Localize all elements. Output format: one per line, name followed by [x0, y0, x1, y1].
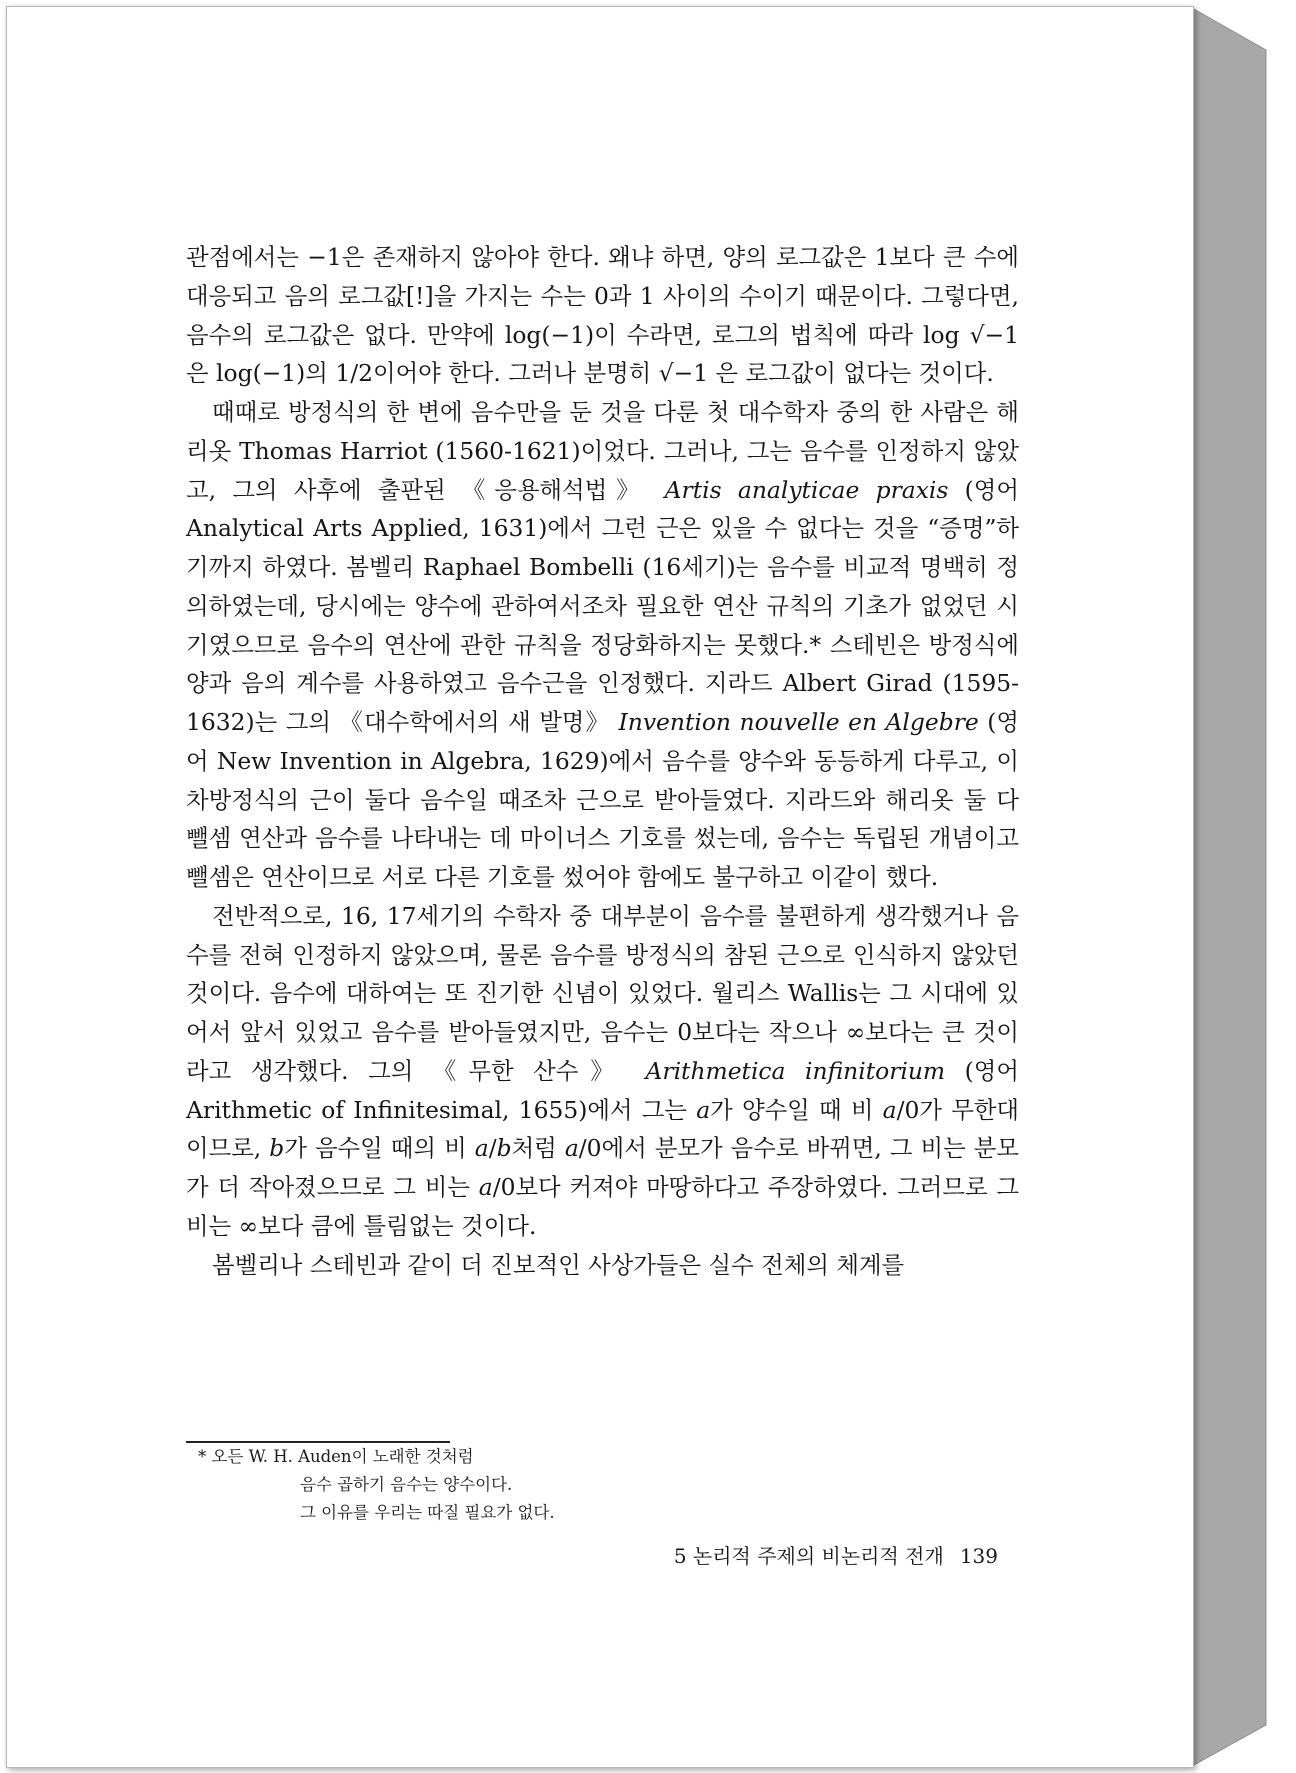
footnote-poem-line-1: 음수 곱하기 음수는 양수이다. [300, 1475, 513, 1494]
footnote-poem-line-2: 그 이유를 우리는 따질 필요가 없다. [300, 1503, 555, 1522]
italic-term: a [474, 1134, 489, 1163]
text-run: 봄벨리나 스테빈과 같이 더 진보적인 사상가들은 실수 전체의 체계를 [212, 1250, 905, 1279]
text-run: /0보다 커져야 마땅하다고 주장하였다. 그러므로 그 비는 ∞보다 큼에 틀림없는 것이다. [186, 1173, 1019, 1240]
text-run: 처럼 [511, 1134, 565, 1163]
text-run: 전반적으로, 16, 17세기의 수학자 중 대부분이 음수를 불편하게 생각했거나 음수를 전혀 인정하지 않았으며, 물론 음수를 방정식의 참된 근으로 인식하지 않았던 것이다. 음수에 대하여는 또 진기한 신념이 있었다. 월리스 Wallis는 그 시대에 있어서 앞서 있었고 음수를 받아들였지만, 음수는 0보다는 작으나 ∞보다는 큰 것이라고 생각했다. 그의 《무한 산수》 [186, 901, 1019, 1085]
italic-term: a [696, 1095, 711, 1124]
italic-term: b [269, 1134, 285, 1163]
text-run: 관점에서는 −1은 존재하지 않아야 한다. 왜냐 하면, 양의 로그값은 1보다 큰 수에 대응되고 음의 로그값[!]을 가지는 수는 0과 1 사이의 수이기 때문이다. 그렇다면, 음수의 로그값은 없다. 만약에 log(−1)이 수라면, 로그의 법칙에 따라 log √−1 은 log(−1)의 1/2이어야 한다. 그러나 분명히 √−1 은 로그값이 없다는 것이다. [186, 243, 1019, 388]
italic-term: Arithmetica infinitorium [645, 1056, 946, 1085]
italic-term: Invention nouvelle en Algebre [618, 708, 979, 736]
text-run: (영어 Analytical Arts Applied, 1631)에서 그런 근은 있을 수 없다는 것을 “증명”하기까지 하였다. 봄벨리 Raphael Bombelli (16세기)는 음수를 비교적 명백히 정의하였는데, 당시에는 양수에 관하여서조차 필요한 연산 규칙의 기초가 없었던 시기였으므로 음수의 연산에 관한 규칙을 정당화하지는 못했다.* 스테빈은 방정식에 양과 음의 계수를 사용하였고 음수근을 인정했다. 지라드 Albert Girad (1595-1632)는 그의 《대수학에서의 새 발명》 [186, 475, 1019, 736]
page-number: 139 [959, 1544, 998, 1568]
running-footer [606, 1540, 998, 1572]
paragraph-3 [186, 897, 1019, 1246]
text-run: /0에서 분모가 음수로 바뀌면, 그 비는 분모가 더 작아졌으므로 그 비는 [186, 1134, 1019, 1201]
body-text [186, 238, 1019, 1284]
italic-term: a [564, 1134, 579, 1163]
paragraph-2 [186, 393, 1019, 897]
paragraph-4 [186, 1246, 1019, 1285]
text-run: (영어 New Invention in Algebra, 1629)에서 음수를 양수와 동등하게 다루고, 이차방정식의 근이 둘다 음수일 때조차 근으로 받아들였다. 지라드와 해리옷 둘 다 뺄셈 연산과 음수를 나타내는 데 마이너스 기호를 썼는데, 음수는 독립된 개념이고 뺄셈은 연산이므로 서로 다른 기호를 썼어야 함에도 불구하고 이같이 했다. [186, 708, 1019, 891]
italic-term: b [496, 1134, 512, 1163]
footnote [198, 1443, 798, 1527]
text-run: 가 음수일 때의 비 [284, 1134, 475, 1163]
text-run: 가 양수일 때 비 [710, 1095, 883, 1124]
italic-term: Artis analyticae praxis [664, 475, 949, 504]
italic-term: a [882, 1095, 897, 1124]
text-run: (영어 Arithmetic of Infinitesimal, 1655)에서 그는 [186, 1056, 1019, 1124]
footnote-lead-line [198, 1443, 798, 1471]
chapter-title: 5 논리적 주제의 비논리적 전개 [673, 1544, 944, 1568]
paragraph-1 [186, 238, 1019, 393]
italic-term: a [478, 1173, 493, 1201]
text-run: / [488, 1134, 497, 1163]
footnote-marker: * [198, 1447, 207, 1466]
text-run: /0가 무한대이므로, [186, 1095, 1019, 1163]
footnote-lead: 오든 W. H. Auden이 노래한 것처럼 [211, 1447, 474, 1466]
text-run: 때때로 방정식의 한 변에 음수만을 둔 것을 다룬 첫 대수학자 중의 한 사람은 해리옷 Thomas Harriot (1560-1621)이었다. 그러나, 그는 음수를 인정하지 않았고, 그의 사후에 출판된 《응용해석법》 [186, 398, 1019, 504]
